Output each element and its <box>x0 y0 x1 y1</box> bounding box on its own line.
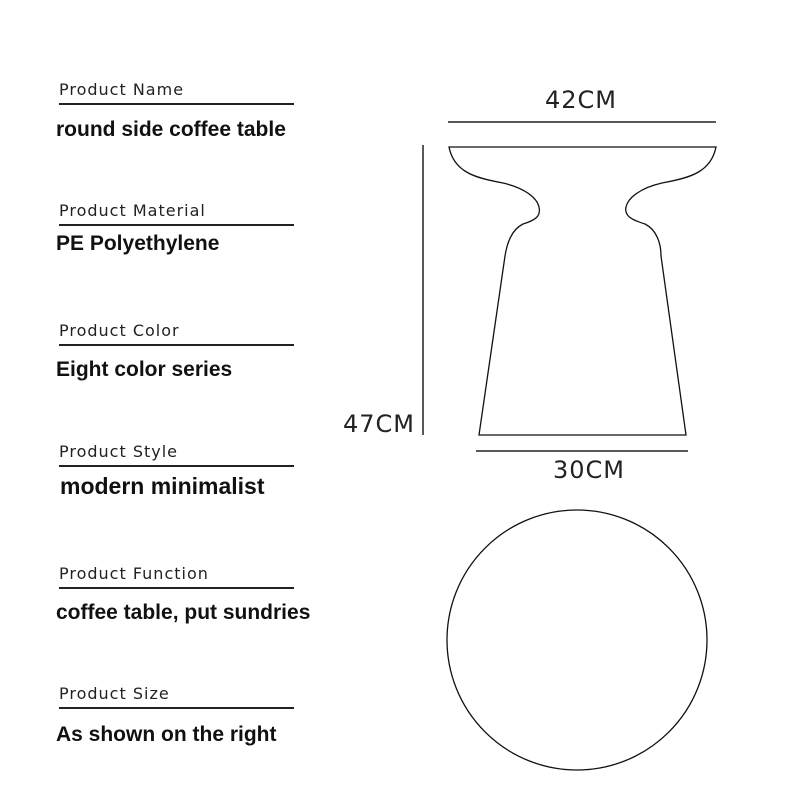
spec-value-material: PE Polyethylene <box>56 232 220 255</box>
spec-label-material: Product Material <box>59 201 294 226</box>
spec-label-color: Product Color <box>59 321 294 346</box>
height-label: 47CM <box>342 410 416 438</box>
table-top-view-circle <box>447 510 707 770</box>
table-side-profile <box>449 147 716 435</box>
spec-value-style: modern minimalist <box>60 473 265 499</box>
spec-label-name: Product Name <box>59 80 294 105</box>
base-width-label: 30CM <box>552 456 626 484</box>
spec-label-function: Product Function <box>59 564 294 589</box>
top-width-label: 42CM <box>544 86 618 114</box>
spec-value-size: As shown on the right <box>56 723 277 746</box>
spec-value-name: round side coffee table <box>56 118 286 141</box>
spec-value-color: Eight color series <box>56 358 233 381</box>
spec-value-function: coffee table, put sundries <box>56 601 311 624</box>
spec-label-size: Product Size <box>59 684 294 709</box>
spec-label-style: Product Style <box>59 442 294 467</box>
